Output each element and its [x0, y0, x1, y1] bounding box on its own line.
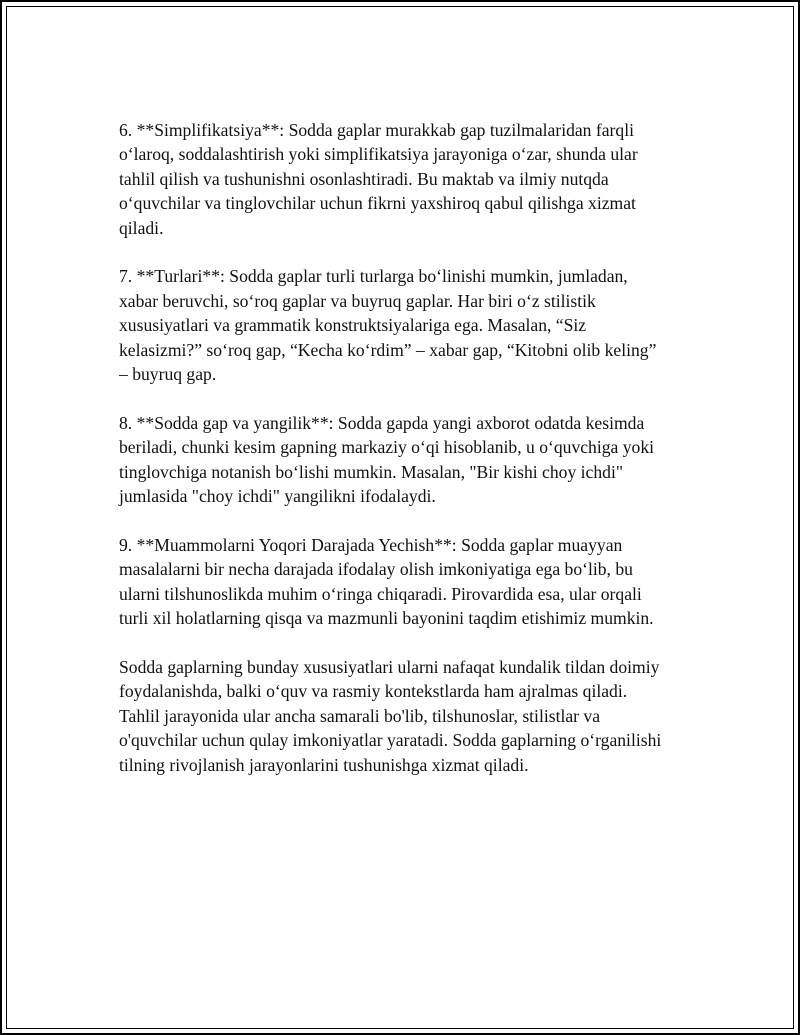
paragraph-conclusion: Sodda gaplarning bunday xususiyatlari ularni nafaqat kundalik tildan doimiy foydalanishda, balki o‘quv va rasmiy kontekstlarda ham ajralmas qiladi. Tahlil jarayonida ular ancha samarali bo'lib, tilshunoslar, stilistlar va o'quvchilar uchun qulay imkoniyatlar yaratadi. Sodda gaplarning o‘rganilishi tilning rivojlanish jarayonlarini tushunishga xizmat qiladi.	[119, 656, 662, 775]
paragraph-simplifikatsiya: 6. **Simplifikatsiya**: Sodda gaplar murakkab gap tuzilmalaridan farqli o‘laroq, soddalashtirish yoki simplifikatsiya jarayoniga o‘zar, shunda ular tahlil qilish va tushunishni osonlashtiradi. Bu maktab va ilmiy nutqda o‘quvchilar va tinglovchilar uchun fikrni yaxshiroq qabul qilishga xizmat qiladi.	[119, 120, 638, 238]
document-body	[119, 118, 699, 801]
paragraph-sodda-gap-va-yangilik: 8. **Sodda gap va yangilik**: Sodda gapda yangi axborot odatda kesimda beriladi, chunki kesim gapning markaziy o‘qi hisoblanib, u o‘quvchiga yoki tinglovchiga notanish bo‘lishi mumkin. Masalan, "Bir kishi choy ichdi" jumlasida "choy ichdi" yangilikni ifodalaydi.	[119, 412, 655, 507]
paragraph-muammolarni-yechish: 9. **Muammolarni Yoqori Darajada Yechish**: Sodda gaplar muayyan masalalarni bir necha darajada ifodalay olish imkoniyatiga ega bo‘lib, bu ularni tilshunoslikda muhim o‘ringa chiqaradi. Pirovardida esa, ular orqali turli xil holatlarning qisqa va mazmunli bayonini taqdim etishimiz mumkin.	[119, 534, 654, 629]
paragraph-turlari: 7. **Turlari**: Sodda gaplar turli turlarga bo‘linishi mumkin, jumladan, xabar beruvchi, so‘roq gaplar va buyruq gaplar. Har biri o‘z stilistik xususiyatlari va grammatik konstruktsiyalariga ega. Masalan, “Siz kelasizmi?” so‘roq gap, “Kecha ko‘rdim” – xabar gap, “Kitobni olib keling” – buyruq gap.	[119, 266, 657, 385]
